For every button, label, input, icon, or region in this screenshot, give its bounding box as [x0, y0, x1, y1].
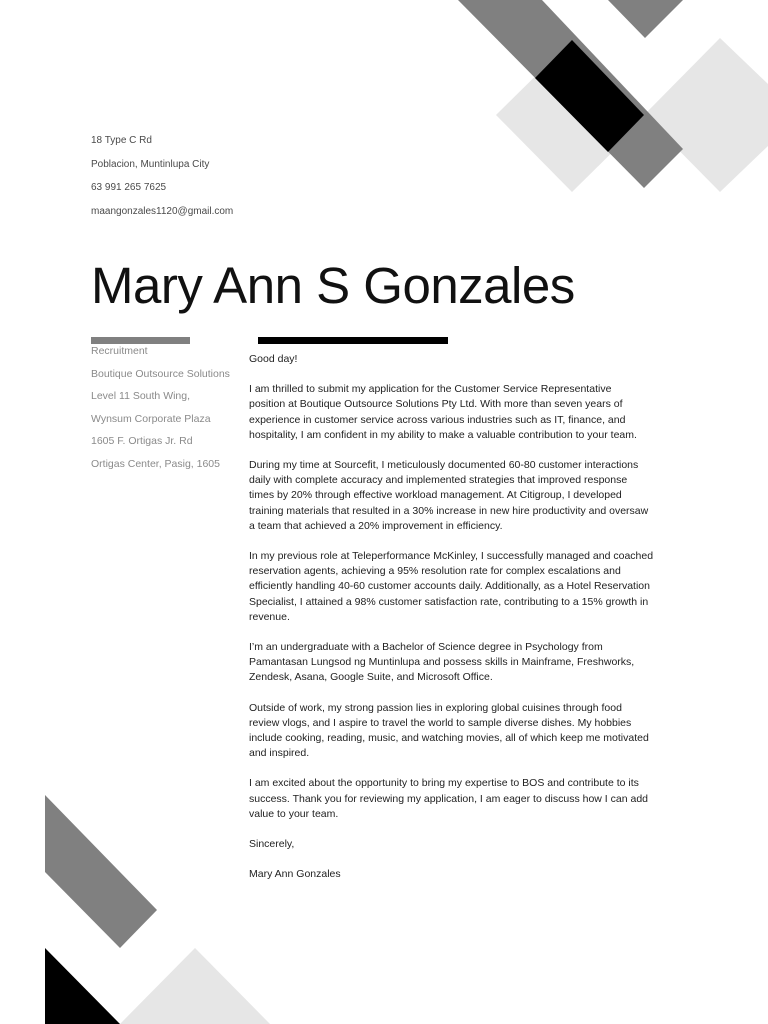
recipient-line: Recruitment: [91, 345, 148, 357]
recipient-line: 1605 F. Ortigas Jr. Rd: [91, 435, 193, 448]
letter-body: [249, 352, 679, 897]
recipient-line: Ortigas Center, Pasig, 1605: [91, 457, 220, 470]
address-line-1: 18 Type C Rd: [91, 135, 152, 146]
deco-bottom-light-triangle: [120, 948, 270, 1024]
deco-top-light-diamond-left: [496, 40, 650, 192]
deco-top-light-diamond-right: [644, 38, 768, 192]
recipient-line: Wynsum Corporate Plaza: [91, 412, 211, 425]
deco-top-gray-triangle: [608, 0, 683, 38]
letter-paragraph: I am thrilled to submit my application for the Customer Service Representative position at Boutique Outsource Solutions Pty Ltd. With more than seven years of experience in customer service across various industries such as IT, finance, and hospitality, I am confident in my ability to make a valuable contribution to your team.: [249, 383, 637, 441]
applicant-name: Mary Ann S Gonzales: [91, 257, 575, 314]
deco-top-black-diamond: [535, 40, 644, 152]
letter-signature: Mary Ann Gonzales: [249, 868, 341, 881]
deco-bottom-gray-band: [45, 795, 157, 948]
deco-bottom-black-triangle: [45, 948, 120, 1024]
deco-top-gray-band: [458, 0, 683, 188]
letter-paragraph: I am excited about the opportunity to bring my expertise to BOS and contribute to its success. Thank you for reviewing my application, I am eager to discuss how I can add value to your team.: [249, 777, 649, 820]
letter-closing: Sincerely,: [249, 838, 295, 851]
email-address: maangonzales1120@gmail.com: [91, 206, 234, 218]
address-line-2: Poblacion, Muntinlupa City: [91, 158, 210, 170]
letter-paragraph: During my time at Sourcefit, I meticulously documented 60-80 customer interactions daily with complete accuracy and implemented strategies that improved response times by 20% through effective workload management. At Citigroup, I developed training materials that resulted in a 30% increase in new hire productivity and oversaw a team that achieved a 20% improvement in efficiency.: [249, 459, 649, 532]
accent-bar-black: [258, 337, 448, 344]
letter-paragraph: In my previous role at Teleperformance McKinley, I successfully managed and coached reservation agents, achieving a 95% resolution rate for complex escalations and efficiently handling 40-60 customer accounts daily. Additionally, as a Hotel Reservation Specialist, I attained a 98% customer satisfaction rate, contributing to a 15% growth in revenue.: [249, 550, 654, 623]
contact-info: [91, 135, 391, 230]
recipient-line: Level 11 South Wing,: [91, 390, 191, 403]
letter-paragraph: Outside of work, my strong passion lies in exploring global cuisines through food review vlogs, and I aspire to travel the world to sample diverse dishes. My hobbies include cooking, reading, music, and watching movies, all of which keep me motivated and inspired.: [249, 701, 649, 760]
recipient-address: [91, 344, 241, 480]
phone-number: 63 991 265 7625: [91, 182, 167, 194]
letter-greeting: Good day!: [249, 353, 298, 365]
recipient-line: Boutique Outsource Solutions: [91, 367, 230, 380]
accent-bar-gray: [91, 337, 190, 344]
letter-paragraph: I’m an undergraduate with a Bachelor of Science degree in Psychology from Pamantasan Lungsod ng Muntinlupa and possess skills in Mainframe, Freshworks, Zendesk, Asana, Google Suite, and Microsoft Office.: [249, 641, 635, 684]
